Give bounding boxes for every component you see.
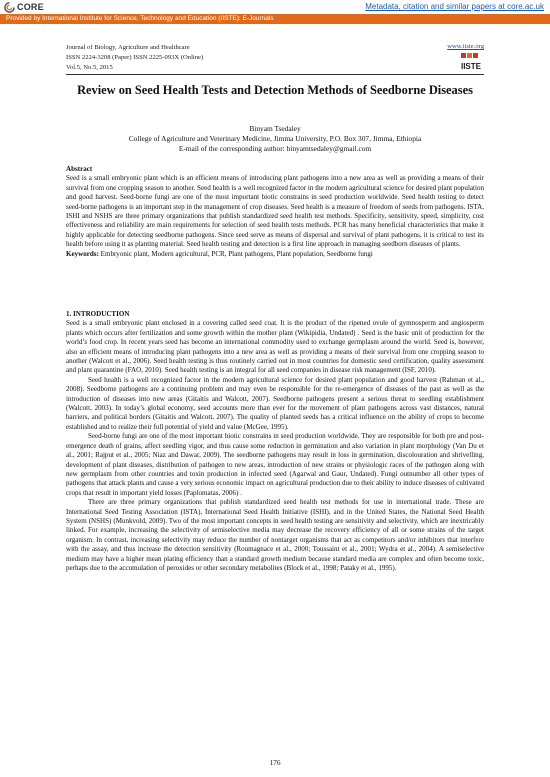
intro-paragraph-3: Seed-borne fungi are one of the most important biotic constrains in seed production worldwide. They are responsible for both pre and post-emergence death of grains, affect seedling vigor, and thus cause some reduction in germination and also variation in plant morphology (Van Du et al., 2001; Rajput et al., 2005; Niaz and Dawar, 2009). The seedborne pathogens may result in loss in germination, discolouration and shrivelling, development of plant diseases, distribution of pathogen to new areas, introduction of new strains or physiologic races of the pathogen along with new germplasm from other countries and toxin production in infected seed (Agarwal and Gaur, Undated). Fungi outnumber all other types of pathogens that attack plants and cause a very serious economic impact on agricultural production due to their ability to induce diseases of cultivated crops that result in important yield losses (Paplomatas, 2006) . — [66, 432, 484, 497]
author-email: E-mail of the corresponding author: binyamtsedaley@gmail.com — [178, 144, 372, 153]
keywords-label: Keywords: — [66, 249, 99, 258]
intro-paragraph-2: Seed health is a well recognized factor in the modern agricultural science for desired plant population and good harvest (Rahman et al., 2008). Seedborne pathogens are a continuing problem and may even be responsible for the re-emergence of diseases of the past as well as the introduction of diseases into new areas (Gitaitis and Walcott, 2007). Seedborne pathogens present a serious threat to seedling establishment (Walcott, 2003). In today’s global economy, seed accounts more than ever for the movement of plant pathogens across vast distances, natural barriers, and political borders (Gitaitis and Walcott, 2007). The quality of planted seeds has a critical influence on the ability of crops to become established and to realize their full potential of yield and value (McGee, 1995). — [66, 375, 484, 431]
provided-by-text[interactable]: Provided by International Institute for Science, Technology and Education (IISTE): E-Journals — [6, 15, 274, 22]
core-logo-icon — [4, 2, 15, 13]
abstract-section — [66, 165, 484, 259]
journal-volume: Vol.5, No.5, 2015 — [66, 64, 113, 71]
keywords — [66, 250, 484, 259]
introduction-heading: 1. INTRODUCTION — [66, 310, 130, 318]
introduction-section — [66, 310, 484, 573]
journal-issn: ISSN 2224-3208 (Paper) ISSN 2225-093X (Online) — [66, 54, 204, 61]
abstract-heading: Abstract — [66, 165, 93, 173]
keywords-text: Embryonic plant, Modern agricultural, PCR, Plant pathogens, Plant population, Seedborne fungi — [98, 249, 373, 258]
header-divider — [66, 74, 484, 75]
paper-title: Review on Seed Health Tests and Detection Methods of Seedborne Diseases — [77, 83, 473, 97]
journal-name: Journal of Biology, Agriculture and Healthcare — [66, 44, 190, 51]
core-logo[interactable] — [4, 1, 44, 13]
journal-header — [66, 43, 203, 73]
iiste-logo-icon — [460, 53, 482, 73]
abstract-text: Seed is a small embryonic plant which is an efficient means of introducing plant pathogens into a new area as well as providing a means of their survival from one cropping season to another. Seed health is a well recognized factor in the modern agricultural science for desired plant population and good harvest. Seed-borne fungi are one of the most important biotic constrains in seed production worldwide. Seed health testing to detect seed-borne pathogens is an important step in the management of crop diseases. Seed health is a measure of freedom of seeds from pathogens. ISTA, ISHI and NSHS are three primary organizations that publish standardized seed health test methods. Specificity, sensitivity, speed, simplicity, cost effectiveness and reliability are main requirements for selection of seed health tests methods. PCR has many beneficial characteristics that make it highly applicable for detecting seedborne pathogens. Since seed serve as means of dispersal and survival of plant pathogens, it is critical to test its health before using it as planting material. Seed health testing and detection is a first line approach in managing seedborn diseases of plants. — [66, 174, 484, 249]
journal-url-link[interactable]: www.iiste.org — [447, 43, 484, 50]
intro-paragraph-1: Seed is a small embryonic plant enclosed in a covering called seed coat. It is the product of the ripened ovule of gymnosperm and angiosperm plants which occurs after fertilization and some growth within the mother plant (Wikipidia, Undated) . Seed is the basic unit of production for the world’s food crop. In recent years seed has become an international commodity used to exchange germplasm around the world. Seed is, however, also an efficient means of introducing plant pathogens into a new area as well as providing a means of their survival from one cropping season to another (Walcott et al., 2006). Seed health testing is thus routinely carried out in most countries for domestic seed certification, quality assessment and plant quarantine (FAO, 2010). Seed health testing is an integral for all seed companies in disease risk management (ISF, 2010). — [66, 319, 484, 375]
iiste-logo-text: IISTE — [460, 62, 482, 71]
provided-by-bar — [0, 14, 550, 24]
author-name: Binyam Tsedaley — [249, 124, 301, 133]
core-banner — [0, 0, 550, 14]
author-affiliation: College of Agriculture and Veterinary Medicine, Jimma University, P.O. Box 307, Jimma, Ethiopia — [128, 134, 422, 143]
intro-paragraph-4: There are three primary organizations that publish standardized seed health test methods for use in international trade. These are International Seed Testing Association (ISTA), International Seed Health Initiative (ISHI), and in the United States, the National Seed Health System (NSHS) (Munkvold, 2009). Two of the most important concepts in seed health testing are sensitivity and selectivity, which are inextricably linked. For example, increasing the selectivity of semiselective media may decrease the recovery efficiency of all or some strains of the target organism. In contrast, increasing selectivity may reduce the number of nontarget organisms that act as competitors and/or inhibitors that interfere with the assay, and thus increase the detection sensitivity (Roumagnace et al., 2000; Toussaint et al., 2001; Wydra et al., 2004). A semiselective medium may have a higher mean plating efficiency than a standard growth medium because standard media are complex and often become toxic, perhaps due to the accumulation of peroxides or other secondary metabolites (Block et al., 1998; Pataky et al., 1995). — [66, 498, 484, 572]
core-label: CORE — [17, 2, 44, 12]
page-number: 176 — [269, 758, 281, 767]
core-metadata-link[interactable]: Metadata, citation and similar papers at core.ac.uk — [365, 2, 544, 11]
